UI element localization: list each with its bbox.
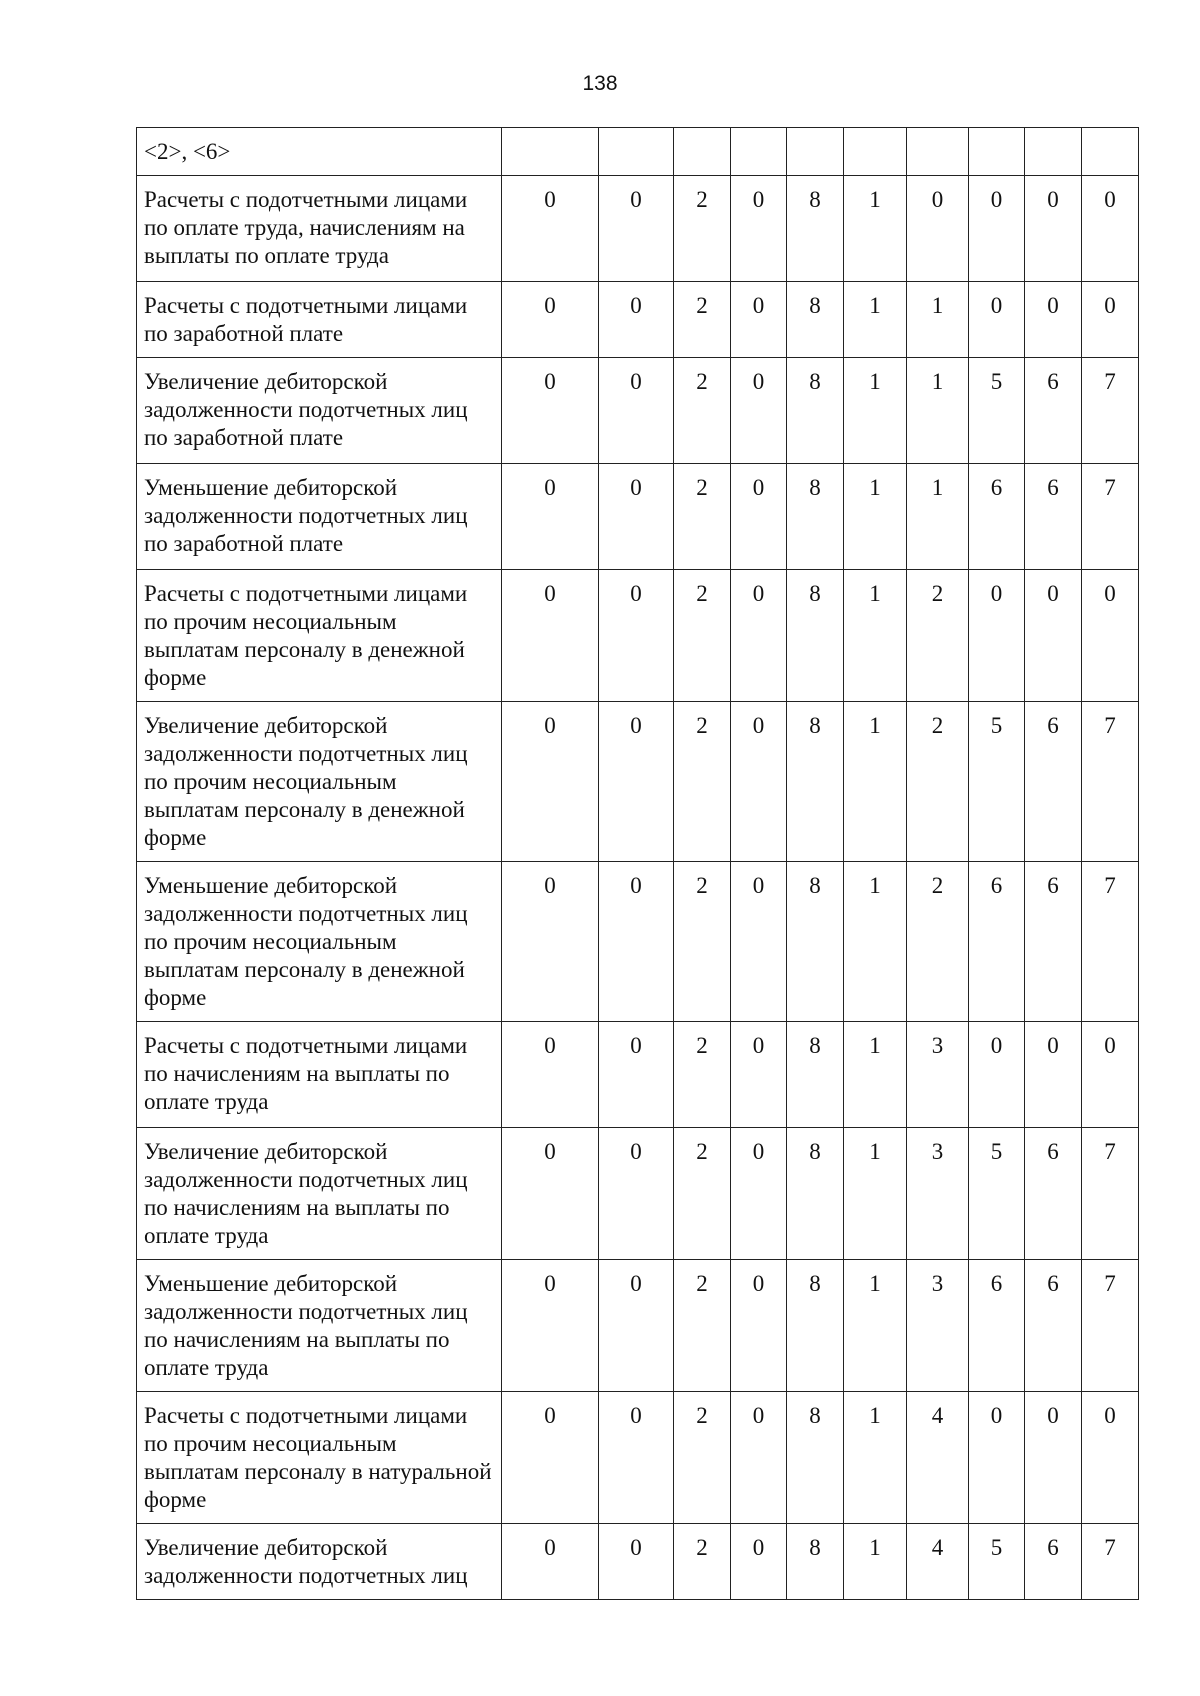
account-digit-6: 1 — [844, 570, 907, 702]
table-row — [137, 1392, 1139, 1524]
account-digit-3: 2 — [674, 464, 731, 570]
account-digit-2: 0 — [599, 464, 674, 570]
account-digit-3: 2 — [674, 176, 731, 282]
account-digit-7 — [907, 128, 969, 176]
account-digit-10 — [1082, 128, 1139, 176]
account-digit-3: 2 — [674, 1128, 731, 1260]
account-digit-5: 8 — [787, 1022, 844, 1128]
row-description: Расчеты с подотчетными лицами по оплате труда, начислениям на выплаты по оплате труда — [137, 176, 502, 282]
account-digit-7: 1 — [907, 464, 969, 570]
account-digit-6: 1 — [844, 1022, 907, 1128]
account-digit-1 — [502, 128, 599, 176]
account-digit-2: 0 — [599, 1524, 674, 1600]
account-digit-2: 0 — [599, 1022, 674, 1128]
table-row — [137, 862, 1139, 1022]
table-row — [137, 282, 1139, 358]
table-row — [137, 358, 1139, 464]
account-digit-7: 2 — [907, 570, 969, 702]
account-digit-4: 0 — [731, 464, 787, 570]
account-digit-3: 2 — [674, 570, 731, 702]
account-digit-2: 0 — [599, 862, 674, 1022]
account-digit-10: 7 — [1082, 1524, 1139, 1600]
account-digit-5: 8 — [787, 1260, 844, 1392]
account-digit-9: 6 — [1025, 1524, 1082, 1600]
account-digit-1: 0 — [502, 862, 599, 1022]
account-digit-2: 0 — [599, 176, 674, 282]
account-digit-9: 0 — [1025, 1392, 1082, 1524]
account-digit-3: 2 — [674, 1524, 731, 1600]
account-digit-4: 0 — [731, 1524, 787, 1600]
account-digit-7: 1 — [907, 282, 969, 358]
account-digit-5: 8 — [787, 1128, 844, 1260]
table-row — [137, 464, 1139, 570]
account-digit-3: 2 — [674, 862, 731, 1022]
account-digit-8: 0 — [969, 176, 1025, 282]
account-digit-5: 8 — [787, 570, 844, 702]
account-digit-7: 3 — [907, 1128, 969, 1260]
accounts-table — [136, 127, 1139, 1600]
account-digit-2: 0 — [599, 1128, 674, 1260]
account-digit-2 — [599, 128, 674, 176]
account-digit-5: 8 — [787, 702, 844, 862]
table-row — [137, 1524, 1139, 1600]
account-digit-3: 2 — [674, 1392, 731, 1524]
account-digit-2: 0 — [599, 358, 674, 464]
account-digit-6: 1 — [844, 862, 907, 1022]
account-digit-1: 0 — [502, 702, 599, 862]
table-row — [137, 702, 1139, 862]
account-digit-10: 7 — [1082, 464, 1139, 570]
account-digit-1: 0 — [502, 1260, 599, 1392]
table-row — [137, 1260, 1139, 1392]
account-digit-4: 0 — [731, 358, 787, 464]
account-digit-8: 0 — [969, 570, 1025, 702]
row-description: Уменьшение дебиторской задолженности подотчетных лиц по заработной плате — [137, 464, 502, 570]
account-digit-6: 1 — [844, 1392, 907, 1524]
account-digit-1: 0 — [502, 282, 599, 358]
account-digit-7: 4 — [907, 1524, 969, 1600]
account-digit-6 — [844, 128, 907, 176]
account-digit-8: 6 — [969, 464, 1025, 570]
account-digit-8: 0 — [969, 1022, 1025, 1128]
account-digit-4: 0 — [731, 1392, 787, 1524]
account-digit-10: 0 — [1082, 1392, 1139, 1524]
row-description: Расчеты с подотчетными лицами по прочим несоциальным выплатам персоналу в натуральной форме — [137, 1392, 502, 1524]
account-digit-10: 0 — [1082, 570, 1139, 702]
account-digit-5: 8 — [787, 282, 844, 358]
account-digit-4: 0 — [731, 570, 787, 702]
account-digit-8: 5 — [969, 702, 1025, 862]
account-digit-7: 0 — [907, 176, 969, 282]
account-digit-5: 8 — [787, 358, 844, 464]
account-digit-6: 1 — [844, 702, 907, 862]
account-digit-7: 3 — [907, 1022, 969, 1128]
row-description: Увеличение дебиторской задолженности подотчетных лиц по заработной плате — [137, 358, 502, 464]
account-digit-5: 8 — [787, 1524, 844, 1600]
account-digit-4: 0 — [731, 1260, 787, 1392]
account-digit-1: 0 — [502, 1392, 599, 1524]
account-digit-8: 5 — [969, 1524, 1025, 1600]
account-digit-9: 6 — [1025, 464, 1082, 570]
account-digit-10: 7 — [1082, 1260, 1139, 1392]
account-digit-6: 1 — [844, 176, 907, 282]
account-digit-5: 8 — [787, 176, 844, 282]
account-digit-8: 5 — [969, 1128, 1025, 1260]
account-digit-8: 0 — [969, 282, 1025, 358]
account-digit-2: 0 — [599, 702, 674, 862]
account-digit-7: 3 — [907, 1260, 969, 1392]
account-digit-5: 8 — [787, 464, 844, 570]
account-digit-3: 2 — [674, 358, 731, 464]
account-digit-4 — [731, 128, 787, 176]
account-digit-8: 5 — [969, 358, 1025, 464]
row-description: Увеличение дебиторской задолженности подотчетных лиц по прочим несоциальным выплатам персоналу в денежной форме — [137, 702, 502, 862]
account-digit-1: 0 — [502, 464, 599, 570]
account-digit-2: 0 — [599, 570, 674, 702]
row-description: Увеличение дебиторской задолженности подотчетных лиц — [137, 1524, 502, 1600]
row-description: Уменьшение дебиторской задолженности подотчетных лиц по прочим несоциальным выплатам персоналу в денежной форме — [137, 862, 502, 1022]
account-digit-9: 0 — [1025, 570, 1082, 702]
table-row — [137, 176, 1139, 282]
account-digit-4: 0 — [731, 702, 787, 862]
account-digit-5 — [787, 128, 844, 176]
account-digit-6: 1 — [844, 282, 907, 358]
account-digit-1: 0 — [502, 570, 599, 702]
account-digit-10: 7 — [1082, 862, 1139, 1022]
account-digit-2: 0 — [599, 1260, 674, 1392]
table-row — [137, 1022, 1139, 1128]
account-digit-4: 0 — [731, 176, 787, 282]
account-digit-4: 0 — [731, 1128, 787, 1260]
account-digit-7: 2 — [907, 862, 969, 1022]
account-digit-1: 0 — [502, 176, 599, 282]
account-digit-3: 2 — [674, 702, 731, 862]
account-digit-7: 2 — [907, 702, 969, 862]
account-digit-6: 1 — [844, 358, 907, 464]
row-description: Расчеты с подотчетными лицами по начислениям на выплаты по оплате труда — [137, 1022, 502, 1128]
account-digit-2: 0 — [599, 282, 674, 358]
account-digit-9: 6 — [1025, 702, 1082, 862]
account-digit-7: 4 — [907, 1392, 969, 1524]
account-digit-6: 1 — [844, 464, 907, 570]
account-digit-10: 7 — [1082, 358, 1139, 464]
account-digit-10: 0 — [1082, 282, 1139, 358]
account-digit-1: 0 — [502, 358, 599, 464]
account-digit-9: 6 — [1025, 358, 1082, 464]
account-digit-1: 0 — [502, 1022, 599, 1128]
row-description: Расчеты с подотчетными лицами по заработной плате — [137, 282, 502, 358]
account-digit-4: 0 — [731, 1022, 787, 1128]
account-digit-8: 6 — [969, 1260, 1025, 1392]
account-digit-6: 1 — [844, 1128, 907, 1260]
row-description: Расчеты с подотчетными лицами по прочим несоциальным выплатам персоналу в денежной форме — [137, 570, 502, 702]
account-digit-10: 7 — [1082, 1128, 1139, 1260]
account-digit-3: 2 — [674, 282, 731, 358]
account-digit-7: 1 — [907, 358, 969, 464]
account-digit-1: 0 — [502, 1128, 599, 1260]
account-digit-9: 6 — [1025, 862, 1082, 1022]
account-digit-8 — [969, 128, 1025, 176]
row-description: <2>, <6> — [137, 128, 502, 176]
account-digit-5: 8 — [787, 862, 844, 1022]
account-digit-9: 6 — [1025, 1128, 1082, 1260]
account-digit-10: 0 — [1082, 176, 1139, 282]
account-digit-8: 6 — [969, 862, 1025, 1022]
row-description: Уменьшение дебиторской задолженности подотчетных лиц по начислениям на выплаты по оплате труда — [137, 1260, 502, 1392]
account-digit-2: 0 — [599, 1392, 674, 1524]
account-digit-3: 2 — [674, 1022, 731, 1128]
account-digit-3: 2 — [674, 1260, 731, 1392]
account-digit-10: 7 — [1082, 702, 1139, 862]
account-digit-5: 8 — [787, 1392, 844, 1524]
account-digit-3 — [674, 128, 731, 176]
account-digit-1: 0 — [502, 1524, 599, 1600]
account-digit-10: 0 — [1082, 1022, 1139, 1128]
account-digit-6: 1 — [844, 1260, 907, 1392]
account-digit-4: 0 — [731, 862, 787, 1022]
page-number: 138 — [582, 72, 618, 95]
table-row — [137, 570, 1139, 702]
account-digit-9: 0 — [1025, 176, 1082, 282]
account-digit-4: 0 — [731, 282, 787, 358]
table-row — [137, 128, 1139, 176]
account-digit-9: 6 — [1025, 1260, 1082, 1392]
row-description: Увеличение дебиторской задолженности подотчетных лиц по начислениям на выплаты по оплате труда — [137, 1128, 502, 1260]
account-digit-9: 0 — [1025, 282, 1082, 358]
account-digit-8: 0 — [969, 1392, 1025, 1524]
table-row — [137, 1128, 1139, 1260]
account-digit-9 — [1025, 128, 1082, 176]
account-digit-6: 1 — [844, 1524, 907, 1600]
account-digit-9: 0 — [1025, 1022, 1082, 1128]
